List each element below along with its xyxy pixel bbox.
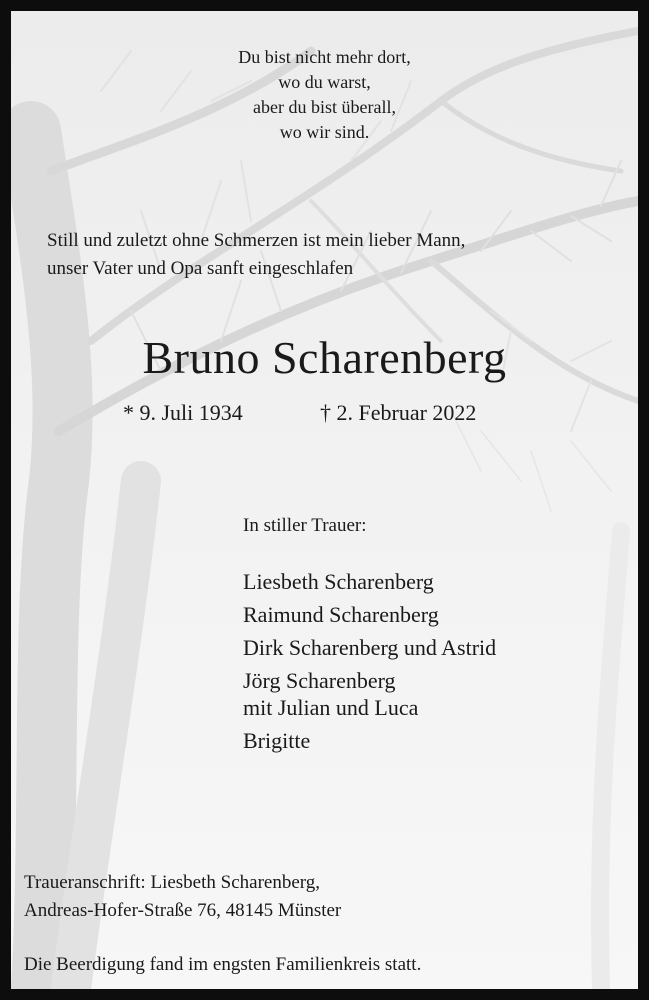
- poem-line: aber du bist überall,: [253, 97, 396, 117]
- address-line: Traueranschrift: Liesbeth Scharenberg,: [24, 872, 320, 893]
- mourner-name: Liesbeth Scharenberg: [243, 569, 434, 594]
- mourning-address: [24, 869, 341, 925]
- mourner-name: Jörg Scharenberg: [243, 668, 396, 693]
- poem-line: wo du warst,: [278, 72, 371, 92]
- address-line: Andreas-Hofer-Straße 76, 48145 Münster: [24, 900, 342, 921]
- mourner-name: mit Julian und Luca: [243, 695, 419, 720]
- mourner-name: Raimund Scharenberg: [243, 602, 439, 627]
- mourners-list: [243, 565, 496, 757]
- mourner-name: Brigitte: [243, 728, 311, 753]
- mourner-name: Dirk Scharenberg und Astrid: [243, 635, 497, 660]
- intro-line: Still und zuletzt ohne Schmerzen ist mein lieber Mann,: [47, 230, 466, 251]
- death-date: † 2. Februar 2022: [320, 400, 477, 425]
- poem-verse: [11, 45, 638, 145]
- birth-date: * 9. Juli 1934: [123, 400, 243, 425]
- poem-line: Du bist nicht mehr dort,: [238, 47, 411, 67]
- intro-line: unser Vater und Opa sanft eingeschlafen: [47, 258, 354, 279]
- intro-text: [47, 227, 465, 283]
- deceased-name: Bruno Scharenberg: [142, 332, 507, 383]
- poem-line: wo wir sind.: [279, 122, 370, 142]
- mourning-label: In stiller Trauer:: [243, 515, 367, 536]
- funeral-note: Die Beerdigung fand im engsten Familienkreis statt.: [24, 954, 422, 975]
